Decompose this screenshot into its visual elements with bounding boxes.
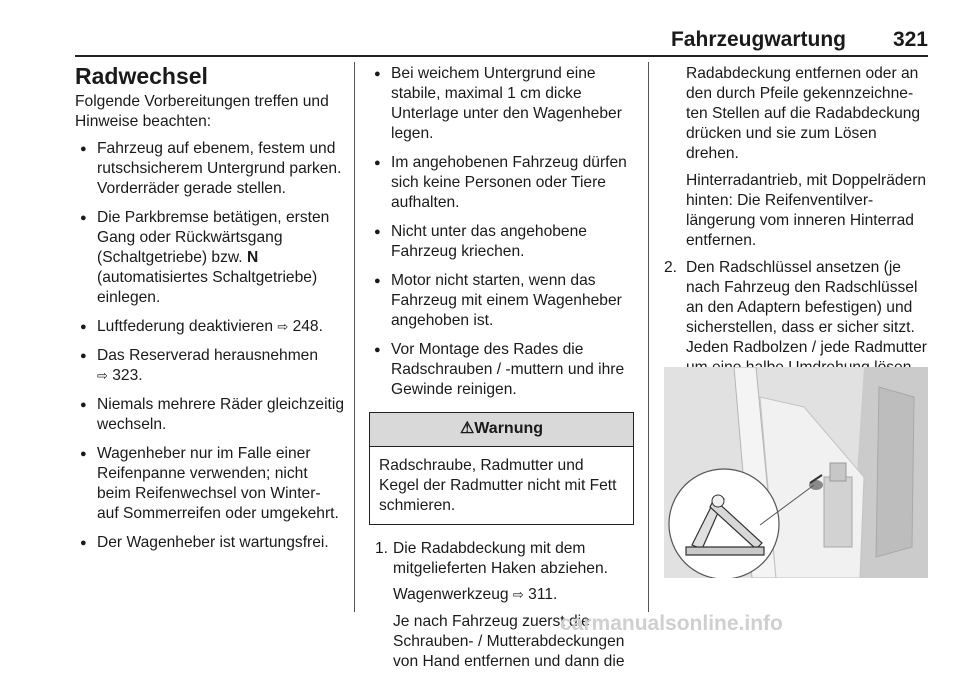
- gear-symbol: N: [246, 249, 259, 266]
- warning-box: [369, 412, 634, 525]
- intro-text: Folgende Vorbereitungen treffen und Hinweise beachten:: [75, 93, 329, 130]
- bullet-list-1: [75, 139, 345, 553]
- list-item: ● Nicht unter das angehobene Fahrzeug kriechen.: [369, 222, 634, 262]
- list-item: ● Luftfederung deaktivieren ⇨ 248.: [75, 317, 345, 337]
- list-item: ● Im angehobenen Fahrzeug dürfen sich keine Personen oder Tiere aufhalten.: [369, 153, 634, 213]
- step-item: 2. Den Radschlüssel ansetzen (je nach Fahrzeug den Radschlüssel an den Adaptern befestigen) und sicherstellen, dass er sicher sitzt. Jeden Radbolzen / jede Radmutter: [664, 259, 927, 356]
- watermark: carmanualsonline.info: [560, 612, 783, 635]
- step-list: [369, 539, 634, 579]
- page-header: [75, 28, 928, 54]
- header-rule: [75, 55, 928, 57]
- list-item: ● Vor Montage des Rades die Radschrauben / -muttern und ihre Gewinde reinigen.: [369, 340, 634, 400]
- page-reference-link[interactable]: 248: [292, 318, 319, 335]
- column-divider: [354, 62, 355, 612]
- list-item: ● Der Wagenheber ist wartungsfrei.: [75, 533, 345, 553]
- column-divider: [648, 62, 649, 612]
- running-title: Fahrzeugwartung: [670, 28, 846, 51]
- list-item: ● Motor nicht starten, wenn das Fahrzeug mit einem Wagenheber angehoben ist.: [369, 271, 634, 331]
- step-note: Radabdeckung entfernen oder an den durch Pfeile gekennzeichneten Stellen auf die Radabdeckung drücken und sie zum Lösen drehen.: [686, 65, 921, 162]
- reference-arrow-icon: ⇨: [512, 587, 524, 602]
- page-number: 321: [892, 28, 928, 51]
- bullet-list-2: [369, 64, 634, 400]
- list-item: ● Niemals mehrere Räder gleichzeitig wechseln.: [75, 395, 345, 435]
- column-1: [75, 62, 345, 562]
- list-item: ● Bei weichem Untergrund eine stabile, maximal 1 cm dicke Unterlage unter den Wagenheber legen.: [369, 64, 634, 144]
- column-2: [369, 64, 634, 679]
- page-reference-link[interactable]: 323: [112, 367, 139, 384]
- wrench-on-wheel-image: [664, 367, 928, 578]
- column-3: [664, 64, 929, 384]
- step-item: 1. Die Radabdeckung mit dem mitgelieferten Haken abziehen.: [375, 540, 608, 577]
- list-item: ● Fahrzeug auf ebenem, festem und rutschsicherem Untergrund parken. Vorderräder gerade stellen.: [75, 139, 345, 199]
- page-reference-link[interactable]: 311: [528, 586, 554, 603]
- list-item: ● Die Parkbremse betätigen, ersten Gang oder Rückwärtsgang (Schaltgetriebe) bzw. N (automatisiertes Schaltgetriebe) einlegen.: [75, 208, 345, 308]
- warning-header: ⚠Warnung: [370, 413, 633, 447]
- step-list: [664, 258, 929, 378]
- step-note: Hinterradantrieb, mit Doppelrädern hinten: Die Reifenventilverlängerung vom inneren Hinterrad entfernen.: [686, 172, 927, 249]
- warning-text: Radschraube, Radmutter und Kegel der Radmutter nicht mit Fett schmieren.: [379, 457, 617, 514]
- wheel-nut-illustration: [664, 367, 928, 578]
- step-note: Je nach Fahrzeug zuerst die Schrauben- / Mutterabdeckungen von Hand entfernen und dann die: [393, 613, 625, 670]
- list-item: ● Wagenheber nur im Falle einer Reifenpanne verwenden; nicht beim Reifenwechsel von Winter- auf Sommerreifen oder umgekehrt.: [75, 444, 345, 524]
- section-title: Radwechsel: [75, 63, 208, 89]
- reference-arrow-icon: ⇨: [277, 319, 289, 334]
- warning-triangle-icon: ⚠: [459, 420, 475, 437]
- reference-arrow-icon: ⇨: [97, 368, 108, 383]
- step-note: Wagenwerkzeug ⇨ 311.: [393, 586, 558, 603]
- list-item: ● Das Reserverad herausnehmen ⇨ 323.: [75, 346, 345, 386]
